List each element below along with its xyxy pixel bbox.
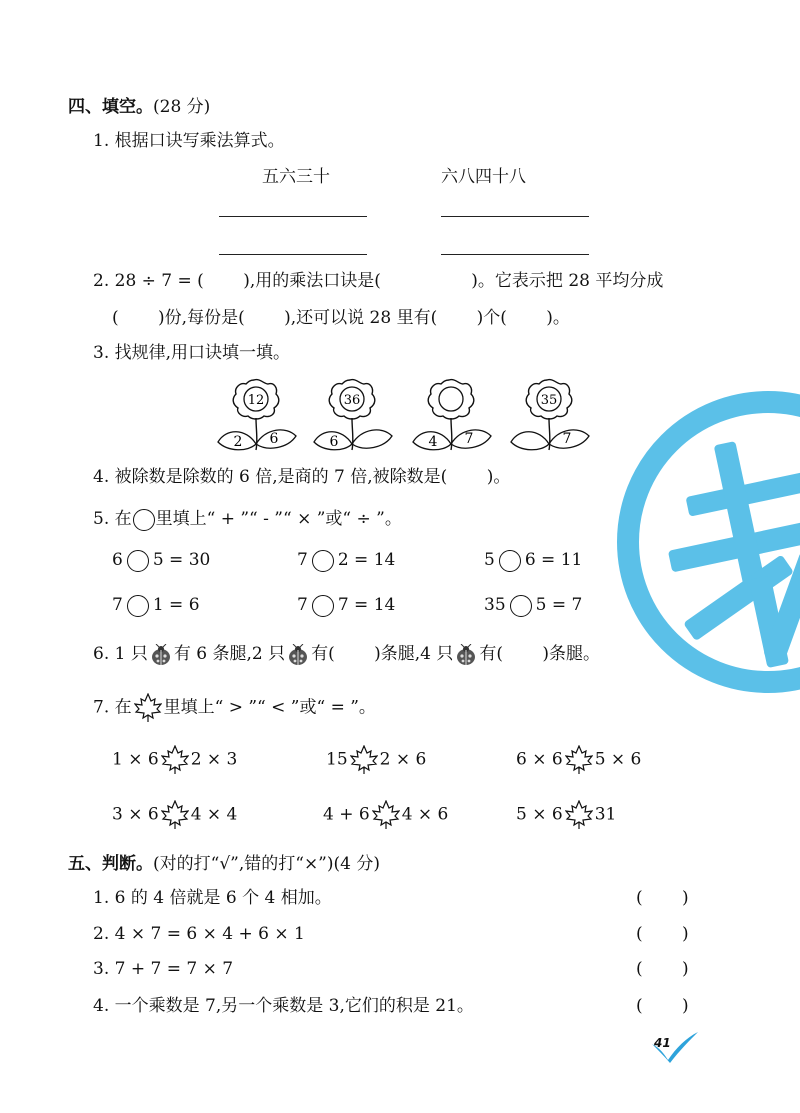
compare-blank-leaf-icon[interactable] bbox=[161, 800, 189, 830]
q6-text: 6. 1 只 有 6 条腿,2 只 有( )条腿,4 只 有( )条腿。 bbox=[93, 644, 601, 664]
judge-answer-4[interactable]: ( ) bbox=[636, 996, 689, 1016]
circle-icon bbox=[133, 509, 155, 531]
q7-item: 15 2 × 6 bbox=[326, 745, 426, 775]
flower-icon bbox=[216, 378, 298, 452]
flower-4-center: 35 bbox=[540, 393, 558, 408]
q1-rhyme-2: 六八四十八 bbox=[441, 167, 526, 187]
judge-item-1: 1. 6 的 4 倍就是 6 个 4 相加。 bbox=[93, 888, 332, 908]
flower-2 bbox=[312, 378, 394, 456]
maple-leaf-icon bbox=[134, 693, 162, 723]
operator-blank[interactable] bbox=[312, 550, 334, 572]
section4-score: (28 分) bbox=[153, 97, 211, 117]
q2-line-1: 2. 28 ÷ 7 = ( ),用的乘法口诀是( )。它表示把 28 平均分成 bbox=[93, 271, 664, 291]
flower-2-center: 36 bbox=[343, 393, 361, 408]
operator-blank[interactable] bbox=[312, 595, 334, 617]
operator-blank[interactable] bbox=[127, 550, 149, 572]
q5-item: 6 5 = 30 bbox=[112, 550, 211, 570]
judge-answer-1[interactable]: ( ) bbox=[636, 888, 689, 908]
page-number: 41 bbox=[654, 1036, 671, 1050]
flower-icon bbox=[312, 378, 394, 452]
section4-title: 四、填空。 bbox=[68, 97, 153, 117]
compare-blank-leaf-icon[interactable] bbox=[565, 745, 593, 775]
q5-item: 5 6 = 11 bbox=[484, 550, 583, 570]
section5-title: 五、判断。 bbox=[68, 854, 153, 874]
compare-blank-leaf-icon[interactable] bbox=[350, 745, 378, 775]
answer-line[interactable] bbox=[441, 254, 589, 255]
flower-3-right: 7 bbox=[464, 431, 474, 447]
ladybug-icon bbox=[455, 644, 477, 666]
q7-item: 5 × 6 31 bbox=[516, 800, 616, 830]
flower-1-center: 12 bbox=[247, 393, 265, 408]
judge-item-2: 2. 4 × 7 = 6 × 4 + 6 × 1 bbox=[93, 924, 305, 944]
ladybug-icon bbox=[287, 644, 309, 666]
flower-icon bbox=[411, 378, 493, 452]
q7-item: 4 + 6 4 × 6 bbox=[323, 800, 448, 830]
answer-line[interactable] bbox=[219, 216, 367, 217]
flower-1-left: 2 bbox=[233, 434, 243, 450]
q5-item: 35 5 = 7 bbox=[484, 595, 583, 615]
flower-1 bbox=[216, 378, 298, 456]
q7-header: 7. 在 里填上“ > ”“ < ”或“ = ”。 bbox=[93, 693, 376, 723]
flower-3-left: 4 bbox=[428, 434, 438, 450]
answer-line[interactable] bbox=[441, 216, 589, 217]
q7-item: 1 × 6 2 × 3 bbox=[112, 745, 237, 775]
flower-1-right: 6 bbox=[269, 431, 279, 447]
watermark-stamp-icon bbox=[608, 382, 800, 702]
operator-blank[interactable] bbox=[510, 595, 532, 617]
ladybug-icon bbox=[150, 644, 172, 666]
q4-text: 4. 被除数是除数的 6 倍,是商的 7 倍,被除数是( )。 bbox=[93, 467, 511, 487]
page-number-badge bbox=[650, 1030, 700, 1068]
flower-icon bbox=[509, 378, 591, 452]
operator-blank[interactable] bbox=[499, 550, 521, 572]
section5-instruction: (对的打“√”,错的打“×”)(4 分) bbox=[153, 854, 380, 874]
compare-blank-leaf-icon[interactable] bbox=[372, 800, 400, 830]
q3-text: 3. 找规律,用口诀填一填。 bbox=[93, 343, 291, 363]
flower-4 bbox=[509, 378, 591, 456]
q5-post: 里填上“ + ”“ - ”“ × ”或“ ÷ ”。 bbox=[155, 509, 402, 529]
judge-answer-2[interactable]: ( ) bbox=[636, 924, 689, 944]
q5-header bbox=[93, 508, 402, 531]
q5-item: 7 7 = 14 bbox=[297, 595, 396, 615]
q5-item: 7 1 = 6 bbox=[112, 595, 200, 615]
q7-item: 6 × 6 5 × 6 bbox=[516, 745, 641, 775]
q1-text: 1. 根据口诀写乘法算式。 bbox=[93, 131, 285, 151]
q7-item: 3 × 6 4 × 4 bbox=[112, 800, 237, 830]
flower-4-right: 7 bbox=[562, 431, 572, 447]
operator-blank[interactable] bbox=[127, 595, 149, 617]
flower-3 bbox=[411, 378, 493, 456]
judge-item-4: 4. 一个乘数是 7,另一个乘数是 3,它们的积是 21。 bbox=[93, 996, 474, 1016]
q1-rhyme-1: 五六三十 bbox=[262, 167, 330, 187]
q2-line-2: ( )份,每份是( ),还可以说 28 里有( )个( )。 bbox=[112, 308, 570, 328]
q5-item: 7 2 = 14 bbox=[297, 550, 396, 570]
flower-2-left: 6 bbox=[329, 434, 339, 450]
judge-item-3: 3. 7 + 7 = 7 × 7 bbox=[93, 959, 234, 979]
judge-answer-3[interactable]: ( ) bbox=[636, 959, 689, 979]
compare-blank-leaf-icon[interactable] bbox=[565, 800, 593, 830]
q5-pre: 5. 在 bbox=[93, 509, 132, 529]
answer-line[interactable] bbox=[219, 254, 367, 255]
compare-blank-leaf-icon[interactable] bbox=[161, 745, 189, 775]
